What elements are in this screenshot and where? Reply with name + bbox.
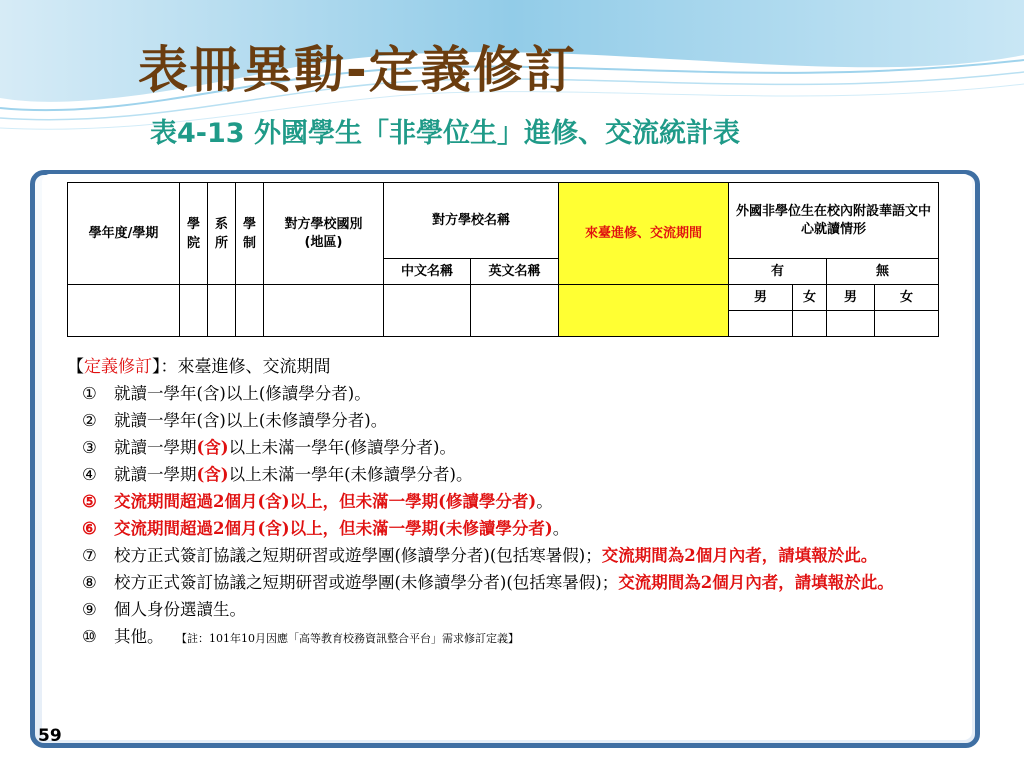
list-item: ① 就讀一學年(含)以上(修讀學分者)。: [82, 384, 371, 403]
header-chinese-name: 中文名稱: [384, 259, 471, 285]
list-item: ⑤ 交流期間超過2個月(含)以上，但未滿一學期(修讀學分者)。: [82, 492, 553, 511]
list-item: ② 就讀一學年(含)以上(未修讀學分者)。: [82, 411, 388, 430]
table-cell: [384, 285, 471, 337]
table-cell: [264, 285, 384, 337]
page-number: 59: [38, 726, 62, 746]
slide-title: 表冊異動-定義修訂: [138, 41, 577, 99]
definition-list: [82, 380, 962, 652]
header-no: 無: [827, 259, 939, 285]
header-partner-school-name: 對方學校名稱: [384, 183, 559, 259]
header-yes-male: 男: [729, 285, 793, 311]
header-english-name: 英文名稱: [471, 259, 559, 285]
statistics-table: [67, 182, 939, 337]
definition-label: 定義修訂: [84, 357, 152, 377]
header-study-period: 來臺進修、交流期間: [559, 183, 729, 285]
list-item: ③ 就讀一學期(含)以上未滿一學年(修讀學分者)。: [82, 438, 456, 457]
table-cell: [729, 311, 793, 337]
table-cell: [793, 311, 827, 337]
table-cell: [208, 285, 236, 337]
list-item: ⑧ 校方正式簽訂協議之短期研習或遊學團(未修讀學分者)(包括寒暑假)；交流期間為2個月內者，請填報於此。: [82, 573, 894, 592]
header-partner-country: 對方學校國別(地區): [264, 183, 384, 285]
header-college: 學院: [180, 183, 208, 285]
header-language-center: 外國非學位生在校內附設華語文中心就讀情形: [729, 183, 939, 259]
study-period-cell: [559, 285, 729, 337]
header-no-female: 女: [875, 285, 939, 311]
list-item: ④ 就讀一學期(含)以上未滿一學年(未修讀學分者)。: [82, 465, 473, 484]
table-cell: [180, 285, 208, 337]
header-system: 學制: [236, 183, 264, 285]
list-item: ⑦ 校方正式簽訂協議之短期研習或遊學團(修讀學分者)(包括寒暑假)；交流期間為2個月內者，請填報於此。: [82, 546, 878, 565]
list-item: ⑨ 個人身份選讀生。: [82, 600, 246, 619]
header-year-term: 學年度/學期: [68, 183, 180, 285]
list-item: ⑩ 其他。 【註：101年10月因應「高等教育校務資訊整合平台」需求修訂定義】: [82, 627, 519, 646]
table-cell: [827, 311, 875, 337]
header-department: 系所: [208, 183, 236, 285]
table-cell: [471, 285, 559, 337]
table-cell: [875, 311, 939, 337]
header-yes: 有: [729, 259, 827, 285]
table-cell: [68, 285, 180, 337]
slide-subtitle: 表4-13 外國學生「非學位生」進修、交流統計表: [150, 118, 740, 149]
header-no-male: 男: [827, 285, 875, 311]
table-cell: [236, 285, 264, 337]
header-yes-female: 女: [793, 285, 827, 311]
revision-note: 【註：101年10月因應「高等教育校務資訊整合平台」需求修訂定義】: [181, 632, 519, 645]
list-item: ⑥ 交流期間超過2個月(含)以上，但未滿一學期(未修讀學分者)。: [82, 519, 570, 538]
definition-heading: 【定義修訂】：來臺進修、交流期間: [67, 357, 331, 377]
